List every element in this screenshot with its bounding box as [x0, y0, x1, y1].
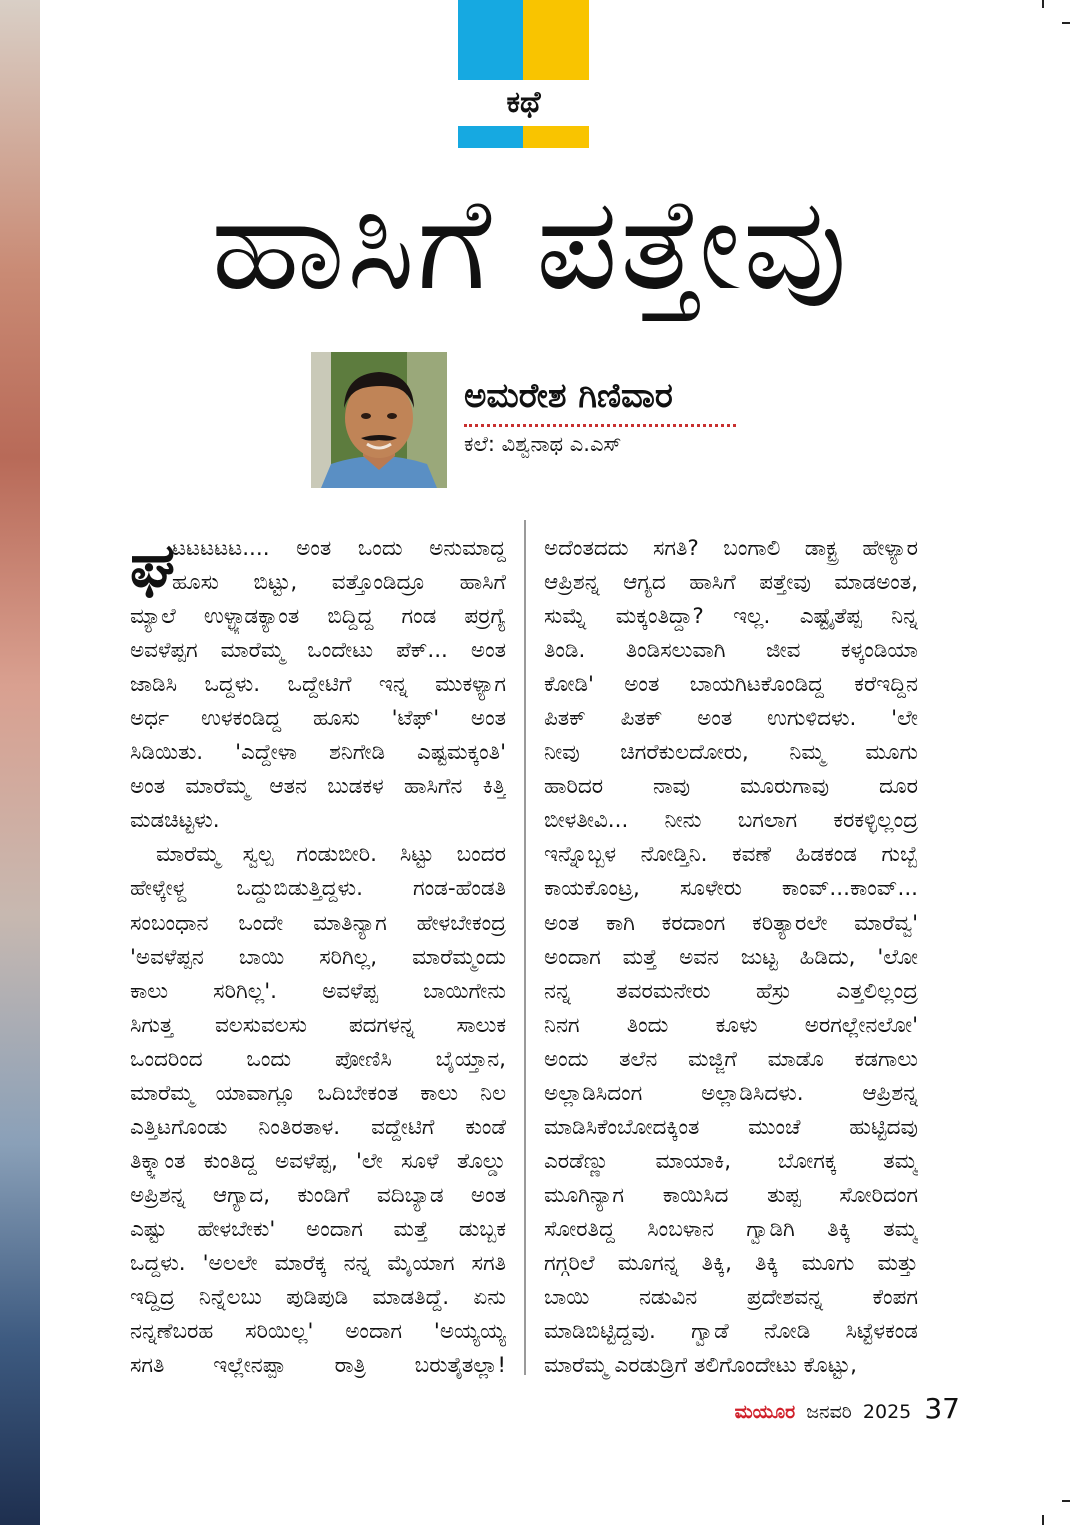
drop-cap: ಘ: [130, 531, 176, 601]
issue-year: 2025: [862, 1401, 912, 1423]
category-yellow-tile: [523, 0, 589, 80]
body-line: ಅಪ್ರಿಶನ್ನ ಆಗ್ಯಾದ, ಕುಂಡಿಗೆ ವದಿಬ್ಯಾಡ ಅಂತ: [130, 1182, 506, 1208]
body-line: ಕಾಯಕೊಂಟ್ರ, ಸೂಳೇರು ಕಾಂವ್...ಕಾಂವ್...: [544, 876, 918, 902]
body-line: ಜಾಡಿಸಿ ಒದ್ದಳು. ಒದ್ದೇಟಿಗೆ ಇನ್ನ ಮುಕಳ್ಯಾಗ: [130, 672, 506, 698]
body-line: ಸಂಬಂಧಾನ ಒಂದೇ ಮಾತಿನ್ಯಾಗ ಹೇಳಬೇಕಂದ್ರ: [130, 910, 506, 936]
body-line: ಮಾಡಿಸಿಕೆಂಬೋದಕ್ಕಿಂತ ಮುಂಚೆ ಹುಟ್ಟಿದವು: [544, 1114, 918, 1140]
body-line: ಮಾರೆಮ್ಮ ಸ್ವಲ್ಪ ಗಂಡುಬೀರಿ. ಸಿಟ್ಟು ಬಂದರ: [156, 842, 506, 868]
body-line: ನನ್ನ ತವರಮನೇರು ಹೆಸ್ರು ಎತ್ತಲಿಲ್ಲಂದ್ರ: [544, 978, 918, 1004]
category-yellow-bar: [523, 126, 589, 148]
body-line: ಅಂದಾಗ ಮತ್ತೆ ಅವನ ಜುಟ್ಟ ಹಿಡಿದು, 'ಲೋ: [544, 944, 918, 970]
body-line: ಸೋರತಿದ್ದ ಸಿಂಬಳಾನ ಗ್ವಾಡಿಗಿ ತಿಕ್ಕಿ ತಮ್ಮ: [544, 1216, 918, 1242]
body-line: ಸಿಡಿಯಿತು. 'ಎದ್ದೇಳಾ ಶನಿಗೇಡಿ ಎಷ್ಟಮಕ್ಕಂತಿ': [130, 740, 506, 766]
body-line: ಮೂಗಿನ್ಯಾಗ ಕಾಯಿಸಿದ ತುಪ್ಪ ಸೋರಿದಂಗ: [544, 1182, 918, 1208]
crop-mark-bottom-right-h: [1062, 1500, 1070, 1502]
body-line: ಮಾರೆಮ್ಮ ಯಾವಾಗ್ಲೂ ಒದಿಬೇಕಂತ ಕಾಲು ನಿಲ: [130, 1080, 506, 1106]
body-line: ಮಾಡಿಬಿಟ್ಟಿದ್ದವು. ಗ್ವಾಡೆ ನೋಡಿ ಸಿಟ್ಟೆಳಕಂಡ: [544, 1319, 918, 1345]
body-line: 'ಅವಳೆಪ್ಪನ ಬಾಯಿ ಸರಿಗಿಲ್ಲ, ಮಾರೆಮ್ಮಂದು: [130, 944, 506, 970]
body-line: ಎರಡೆಣ್ಣು ಮಾಯಾಕಿ, ಬೋಗಕ್ಕ ತಮ್ಮ: [544, 1148, 918, 1174]
body-line: ಅರ್ಧ ಉಳಕಂಡಿದ್ದ ಹೂಸು 'ಟೆಫ್' ಅಂತ: [130, 706, 506, 732]
issue-month: ಜನವರಿ: [806, 1401, 852, 1423]
author-photo: [311, 352, 447, 488]
magazine-logo: ಮಯೂರ: [734, 1401, 796, 1423]
body-line: ಹೂಸು ಬಿಟ್ಟು, ವತ್ತೊಂಡಿದ್ರೂ ಹಾಸಿಗೆ: [172, 570, 506, 596]
body-line: ಎಷ್ಟು ಹೇಳಬೇಕು' ಅಂದಾಗ ಮತ್ತೆ ಡುಬ್ಬಕ: [130, 1216, 506, 1242]
author-dotted-rule: [464, 424, 736, 427]
body-line: ಮ್ಯಾಲೆ ಉಳ್ಳ್ಯಾಡಕ್ಯಾಂತ ಬಿದ್ದಿದ್ದ ಗಂಡ ಪರ್ರಗ್ಯೆ: [130, 604, 506, 630]
story-title: ಹಾಸಿಗೆ ಪತ್ತೇವು: [211, 170, 849, 319]
body-line: ಮಡಚಿಟ್ಟಳು.: [130, 808, 220, 834]
body-line: ತಿಕ್ಕ್ಯಾಂತ ಕುಂತಿದ್ದ ಅವಳೆಪ್ಪ, 'ಲೇ ಸೂಳೆ ತೊಲ್ಡು: [130, 1148, 506, 1174]
body-line: ತಿಂಡಿ. ತಿಂಡಿಸಲುವಾಗಿ ಜೀವ ಕಳ್ಕಂಡಿಯಾ: [544, 638, 918, 664]
page-footer: [735, 1392, 960, 1428]
body-line: ಸಿಗುತ್ತ ವಲಸುವಲಸು ಪದಗಳನ್ನ ಸಾಲುಕ: [130, 1012, 506, 1038]
body-line: ಕೋಡಿ' ಅಂತ ಬಾಯಗಿಟಕೊಂಡಿದ್ದ ಕರೆಇದ್ದಿನ: [544, 672, 918, 698]
body-line: ಮಾರೆಮ್ಮ ಎರಡುಡ್ರಿಗೆ ತಲಿಗೊಂದೇಟು ಕೊಟ್ಟು,: [544, 1353, 857, 1379]
body-line: ಬೀಳತೀವಿ... ನೀನು ಬಗಲಾಗ ಕರಕಳ್ಳಿಲ್ಲಂದ್ರ: [544, 808, 918, 834]
page-number: 37: [924, 1392, 960, 1425]
body-line: ಸುಮ್ನೆ ಮಕ್ಕಂತಿದ್ದಾ? ಇಲ್ಲ. ಎಷ್ಟೈತೆಪ್ಪ ನಿನ್ನ: [544, 604, 918, 630]
crop-mark-top-right: [1042, 0, 1044, 8]
body-line: ಆಪ್ರಿಶನ್ನ ಆಗ್ಯದ ಹಾಸಿಗೆ ಪತ್ತೇವು ಮಾಡಅಂತ,: [544, 570, 918, 596]
body-line: ಅವಳೆಪ್ಪಗ ಮಾರೆಮ್ಮ ಒಂದೇಟು ಪೆಕ್... ಅಂತ: [130, 638, 506, 664]
body-line: ಇದ್ದಿದ್ರ ನಿನ್ನೆಲಬು ಪುಡಿಪುಡಿ ಮಾಡತಿದ್ದೆ. ಏನು: [130, 1285, 506, 1311]
body-line: ಪಿತಕ್ ಪಿತಕ್ ಅಂತ ಉಗುಳಿದಳು. 'ಲೇ: [544, 706, 918, 732]
body-line: ಅಂತ ಕಾಗಿ ಕರದಾಂಗ ಕರಿತ್ಯಾರಲೇ ಮಾರೆವ್ವ': [544, 910, 918, 936]
column-divider: [524, 520, 526, 1375]
body-column-left: [130, 532, 506, 1383]
body-line: ಕಾಲು ಸರಿಗಿಲ್ಲ'. ಅವಳೆಪ್ಪ ಬಾಯಿಗೇನು: [130, 978, 506, 1004]
author-portrait-illustration: [311, 352, 447, 488]
author-name: ಅಮರೇಶ ಗಿಣಿವಾರ: [464, 376, 673, 416]
body-line: ಒದ್ದಳು. 'ಅಲಲೇ ಮಾರೆಕ್ಕ ನನ್ನ ಮೈಯಾಗ ಸಗತಿ: [130, 1250, 506, 1276]
body-line: ನಿನಗ ತಿಂದು ಕೂಳು ಅರಗಲ್ಲೇನಲೋ': [544, 1012, 918, 1038]
body-line: ಬಾಯಿ ನಡುವಿನ ಪ್ರದೇಶವನ್ನ ಕೆಂಪಗ: [544, 1285, 918, 1311]
body-line: ಅಂದು ತಲೆನ ಮಜ್ಜಿಗೆ ಮಾಡೊ ಕಡಗಾಲು: [544, 1046, 918, 1072]
category-block: [458, 0, 589, 148]
body-column-right: [544, 532, 918, 1383]
body-line: ಹಾರಿದರ ನಾವು ಮೂರುಗಾವು ದೂರ: [544, 774, 918, 800]
crop-mark-top-right-h: [1062, 22, 1070, 24]
body-line: ನನ್ನಣೆಬರಹ ಸರಿಯಿಲ್ಲ' ಅಂದಾಗ 'ಅಯ್ಯಯ್ಯ: [130, 1319, 506, 1345]
category-blue-tile: [458, 0, 523, 80]
body-line: ಇನ್ನೊಬ್ಬಳ ನೋಡ್ತಿನಿ. ಕವಣೆ ಹಿಡಕಂಡ ಗುಬ್ಬೆ: [544, 842, 918, 868]
category-label: ಕಥೆ: [506, 85, 541, 120]
body-line: ಎತ್ತಿಟಗೊಂಡು ನಿಂತಿರತಾಳ. ವದ್ದೇಟಿಗೆ ಕುಂಡೆ: [130, 1114, 506, 1140]
body-line: ಟಟಟಟಟ.... ಅಂತ ಒಂದು ಅನುಮಾದ್ದ: [172, 536, 506, 561]
body-line: ಹೇಳ್ಕೇಳ್ದ ಒದ್ದುಬಿಡುತ್ತಿದ್ದಳು. ಗಂಡ-ಹೆಂಡತಿ: [130, 876, 506, 902]
body-line: ಸಗತಿ ಇಲ್ಲೇನಪ್ಪಾ ರಾತ್ರಿ ಬರುತೈತಲ್ಲಾ!: [130, 1353, 506, 1379]
art-credit: ಕಲೆ: ವಿಶ್ವನಾಥ ಎ.ಎಸ್: [464, 432, 622, 456]
body-line: ಅದೆಂತದದು ಸಗತಿ? ಬಂಗಾಲಿ ಡಾಕ್ಟ್ರ ಹೇಳ್ಯಾರ: [544, 536, 918, 561]
body-line: ಅಂತ ಮಾರೆಮ್ಮ ಆತನ ಬುಡಕಳ ಹಾಸಿಗೆನ ಕಿತ್ತಿ: [130, 774, 506, 800]
left-edge-photo-strip: [0, 0, 40, 1525]
body-line: ನೀವು ಚಿಗರೆಕುಲದೋರು, ನಿಮ್ಮ ಮೂಗು: [544, 740, 918, 766]
body-line: ಅಲ್ಲಾಡಿಸಿದಂಗ ಅಲ್ಲಾಡಿಸಿದಳು. ಆಪ್ರಿಶನ್ನ: [544, 1080, 918, 1106]
category-blue-bar: [458, 126, 523, 148]
body-line: ಒಂದರಿಂದ ಒಂದು ಪೋಣಿಸಿ ಬೈಯ್ತಾನ,: [130, 1046, 506, 1072]
body-line: ಗಗ್ಗರಿಲೆ ಮೂಗನ್ನ ತಿಕ್ಕಿ, ತಿಕ್ಕಿ ಮೂಗು ಮತ್ತು: [544, 1250, 918, 1276]
crop-mark-bottom-right: [1042, 1515, 1044, 1525]
